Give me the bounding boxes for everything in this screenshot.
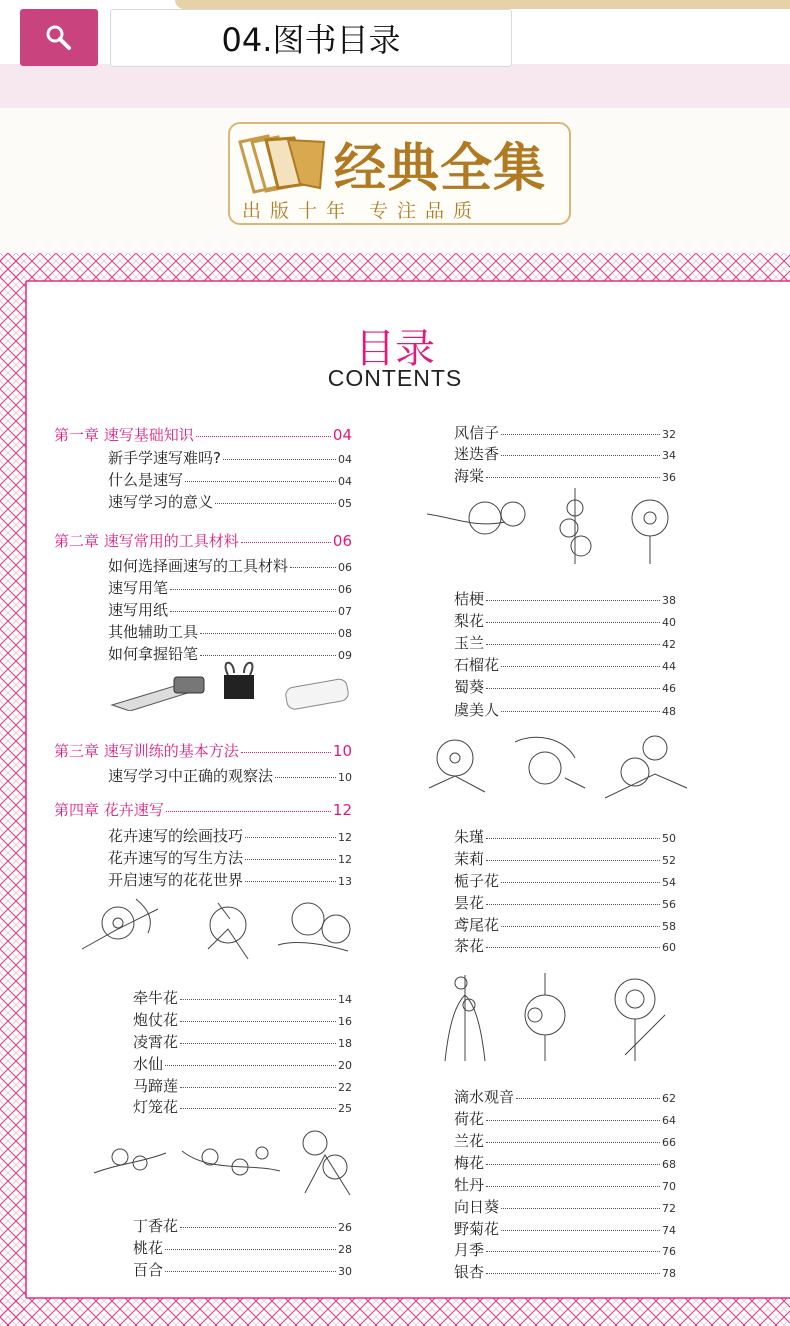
toc-entry-page: 40 (662, 616, 676, 629)
toc-entry-title: 花卉速写的绘画技巧 (108, 827, 244, 845)
flower-illustration-hyacinth (425, 488, 695, 568)
toc-entry (454, 632, 676, 653)
toc-entry-title: 第一章 速写基础知识 (54, 426, 194, 444)
toc-entry-leader (516, 1098, 660, 1099)
toc-entry-leader (486, 1120, 660, 1121)
toc-entry (454, 610, 676, 631)
flower-illustration-lilac (90, 1123, 370, 1203)
toc-entry-title: 海棠 (454, 467, 485, 485)
top-bar-band (0, 64, 790, 108)
toc-entry-leader (501, 926, 660, 927)
toc-entry-leader (165, 1249, 336, 1250)
toc-entry-title: 牡丹 (454, 1176, 485, 1194)
toc-entry-leader (501, 434, 660, 435)
toc-entry (454, 935, 676, 956)
toc-entry-title: 凌霄花 (133, 1033, 179, 1051)
toc-entry-leader (185, 481, 336, 482)
toc-entry-leader (180, 1087, 336, 1088)
toc-entry-page: 13 (338, 875, 352, 888)
toc-chapter-entry (54, 424, 352, 445)
toc-entry-leader (501, 711, 660, 712)
toc-entry-title: 栀子花 (454, 872, 500, 890)
toc-entry (133, 1215, 352, 1236)
toc-entry-title: 风信子 (454, 424, 500, 442)
toc-entry-title: 丁香花 (133, 1217, 179, 1235)
toc-subtitle: CONTENTS (327, 365, 463, 391)
toc-entry (133, 1259, 352, 1280)
toc-entry-title: 第二章 速写常用的工具材料 (54, 532, 239, 550)
toc-entry-page: 25 (338, 1102, 352, 1115)
toc-entry (454, 676, 676, 697)
toc-entry-leader (245, 837, 336, 838)
toc-entry (108, 599, 352, 620)
toc-entry (108, 491, 352, 512)
toc-entry-page: 74 (662, 1224, 676, 1237)
toc-entry-title: 其他辅助工具 (108, 623, 199, 641)
toc-entry-title: 朱瑾 (454, 828, 485, 846)
toc-entry-leader (215, 503, 336, 504)
toc-entry-title: 花卉速写的写生方法 (108, 849, 244, 867)
toc-entry-title: 鸢尾花 (454, 916, 500, 934)
toc-entry-page: 05 (338, 497, 352, 510)
toc-entry-page: 76 (662, 1245, 676, 1258)
toc-entry-title: 第三章 速写训练的基本方法 (54, 742, 239, 760)
toc-entry (108, 555, 352, 576)
toc-entry-title: 野菊花 (454, 1220, 500, 1238)
toc-entry (133, 1075, 352, 1096)
toc-entry (454, 422, 676, 443)
toc-entry-leader (180, 1043, 336, 1044)
toc-entry-title: 兰花 (454, 1132, 485, 1150)
toc-entry (454, 699, 676, 720)
toc-entry-leader (241, 752, 331, 753)
tools-illustration (108, 661, 358, 711)
toc-entry-leader (245, 859, 336, 860)
toc-entry (454, 870, 676, 891)
toc-entry-page: 18 (338, 1037, 352, 1050)
toc-entry (108, 825, 352, 846)
toc-entry-title: 炮仗花 (133, 1011, 179, 1029)
toc-entry-page: 32 (662, 428, 676, 441)
toc-entry-title: 速写学习的意义 (108, 493, 214, 511)
toc-entry-page: 12 (338, 853, 352, 866)
flower-illustration-morning-glory (78, 889, 358, 969)
toc-entry-title: 第四章 花卉速写 (54, 801, 164, 819)
toc-entry (454, 1196, 676, 1217)
toc-entry-leader (486, 1273, 660, 1274)
toc-entry-page: 60 (662, 941, 676, 954)
toc-entry-title: 梅花 (454, 1154, 485, 1172)
toc-chapter-entry (54, 799, 352, 820)
toc-entry-leader (180, 1021, 336, 1022)
toc-entry-leader (486, 1142, 660, 1143)
toc-entry-page: 14 (338, 993, 352, 1006)
toc-entry-title: 水仙 (133, 1055, 164, 1073)
toc-entry-title: 速写用笔 (108, 579, 169, 597)
toc-entry-leader (486, 477, 660, 478)
toc-entry-page: 06 (338, 583, 352, 596)
toc-entry-title: 灯笼花 (133, 1098, 179, 1116)
toc-entry-page: 30 (338, 1265, 352, 1278)
toc-title: 目录 (355, 326, 435, 372)
books-logo-icon (238, 134, 330, 194)
toc-entry-leader (200, 633, 336, 634)
toc-entry-leader (170, 611, 336, 612)
toc-entry-title: 桔梗 (454, 590, 485, 608)
toc-entry-page: 10 (338, 771, 352, 784)
toc-entry-page: 10 (332, 742, 352, 760)
toc-entry-title: 迷迭香 (454, 445, 500, 463)
toc-entry (133, 1031, 352, 1052)
toc-entry-leader (180, 999, 336, 1000)
toc-entry-page: 34 (662, 449, 676, 462)
toc-entry-title: 牵牛花 (133, 989, 179, 1007)
toc-entry-title: 速写学习中正确的观察法 (108, 767, 274, 785)
top-decoration (175, 0, 790, 9)
toc-entry-leader (275, 777, 336, 778)
toc-entry (454, 443, 676, 464)
toc-entry-title: 如何选择画速写的工具材料 (108, 557, 289, 575)
toc-entry-leader (501, 1230, 660, 1231)
toc-entry-page: 16 (338, 1015, 352, 1028)
toc-entry-leader (486, 838, 660, 839)
toc-entry-page: 28 (338, 1243, 352, 1256)
toc-entry-page: 62 (662, 1092, 676, 1105)
toc-entry-page: 26 (338, 1221, 352, 1234)
toc-entry-leader (165, 1271, 336, 1272)
toc-entry-page: 48 (662, 705, 676, 718)
toc-entry-leader (486, 1186, 660, 1187)
toc-entry-title: 茶花 (454, 937, 485, 955)
toc-entry-page: 72 (662, 1202, 676, 1215)
toc-entry-page: 54 (662, 876, 676, 889)
toc-entry-leader (486, 622, 660, 623)
toc-entry-page: 78 (662, 1267, 676, 1280)
toc-entry-title: 石榴花 (454, 656, 500, 674)
toc-entry (108, 469, 352, 490)
brand-badge (228, 122, 571, 225)
toc-entry-leader (501, 882, 660, 883)
toc-entry-page: 22 (338, 1081, 352, 1094)
brand-slogan: 出版十年 专注品质 (242, 200, 482, 222)
toc-entry-leader (501, 1208, 660, 1209)
toc-entry-leader (241, 542, 331, 543)
toc-entry-page: 70 (662, 1180, 676, 1193)
toc-entry-page: 44 (662, 660, 676, 673)
toc-entry (454, 892, 676, 913)
toc-entry-leader (486, 947, 660, 948)
toc-entry (454, 588, 676, 609)
toc-entry-page: 04 (338, 475, 352, 488)
toc-entry-page: 08 (338, 627, 352, 640)
toc-entry-leader (200, 655, 336, 656)
toc-entry (108, 577, 352, 598)
toc-entry-leader (501, 666, 660, 667)
toc-chapter-entry (54, 740, 352, 761)
toc-entry-title: 百合 (133, 1261, 164, 1279)
toc-entry (108, 621, 352, 642)
top-bar (0, 0, 790, 108)
toc-entry-page: 58 (662, 920, 676, 933)
toc-entry-title: 如何拿握铅笔 (108, 645, 199, 663)
toc-entry-title: 月季 (454, 1241, 485, 1259)
toc-entry (454, 914, 676, 935)
toc-entry (108, 765, 352, 786)
toc-entry-title: 滴水观音 (454, 1088, 515, 1106)
toc-entry-leader (486, 860, 660, 861)
toc-entry (454, 848, 676, 869)
toc-entry-leader (290, 567, 336, 568)
toc-entry-leader (501, 455, 660, 456)
toc-entry-leader (165, 1065, 336, 1066)
page-title: 04.图书目录 (110, 9, 512, 67)
toc-entry-title: 向日葵 (454, 1198, 500, 1216)
toc-entry-page: 42 (662, 638, 676, 651)
toc-entry-title: 桃花 (133, 1239, 164, 1257)
toc-entry (454, 1130, 676, 1151)
toc-entry (454, 1108, 676, 1129)
toc-entry (454, 654, 676, 675)
flower-illustration-pear (425, 728, 695, 808)
toc-entry-page: 06 (338, 561, 352, 574)
toc-entry-leader (486, 600, 660, 601)
toc-entry-page: 66 (662, 1136, 676, 1149)
toc-entry (108, 869, 352, 890)
banner (0, 108, 790, 253)
toc-entry-title: 虞美人 (454, 701, 500, 719)
toc-entry-page: 12 (338, 831, 352, 844)
toc-entry-page: 12 (332, 801, 352, 819)
toc-entry-leader (196, 436, 331, 437)
toc-entry (454, 1218, 676, 1239)
toc-entry-title: 梨花 (454, 612, 485, 630)
toc-entry-page: 20 (338, 1059, 352, 1072)
toc-chapter-entry (54, 530, 352, 551)
toc-entry-leader (166, 811, 331, 812)
toc-entry-page: 46 (662, 682, 676, 695)
toc-entry-leader (180, 1108, 336, 1109)
flower-illustration-iris (425, 965, 695, 1065)
toc-entry (133, 1237, 352, 1258)
toc-entry-page: 50 (662, 832, 676, 845)
toc-entry (108, 447, 352, 468)
toc-entry-page: 38 (662, 594, 676, 607)
search-button[interactable] (20, 9, 98, 66)
toc-entry-title: 银杏 (454, 1263, 485, 1281)
toc-entry-page: 36 (662, 471, 676, 484)
toc-entry-page: 64 (662, 1114, 676, 1127)
toc-entry-page: 09 (338, 649, 352, 662)
toc-entry (454, 1152, 676, 1173)
toc-entry-title: 马蹄莲 (133, 1077, 179, 1095)
toc-entry-title: 玉兰 (454, 634, 485, 652)
toc-entry-leader (245, 881, 336, 882)
toc-entry-leader (170, 589, 336, 590)
toc-entry-page: 07 (338, 605, 352, 618)
toc-entry (454, 1086, 676, 1107)
toc-entry-title: 什么是速写 (108, 471, 184, 489)
toc-entry-leader (180, 1227, 336, 1228)
toc-entry (133, 1053, 352, 1074)
toc-entry (454, 826, 676, 847)
toc-entry-title: 蜀葵 (454, 678, 485, 696)
toc-entry-page: 52 (662, 854, 676, 867)
toc-entry-title: 荷花 (454, 1110, 485, 1128)
toc-entry-leader (486, 1251, 660, 1252)
toc-entry-title: 茉莉 (454, 850, 485, 868)
magnifier-icon (44, 23, 74, 53)
toc-entry-page: 06 (332, 532, 352, 550)
toc-entry-leader (486, 904, 660, 905)
toc-entry-title: 昙花 (454, 894, 485, 912)
toc-entry-leader (486, 688, 660, 689)
toc-entry (108, 847, 352, 868)
toc-entry (133, 1009, 352, 1030)
toc-entry-title: 速写用纸 (108, 601, 169, 619)
toc-entry-leader (486, 644, 660, 645)
toc-entry (454, 1261, 676, 1282)
toc-entry-page: 68 (662, 1158, 676, 1171)
toc-entry-page: 04 (338, 453, 352, 466)
toc-entry-page: 56 (662, 898, 676, 911)
toc-entry-leader (486, 1164, 660, 1165)
catalogue-page (0, 253, 790, 1326)
toc-entry (133, 987, 352, 1008)
toc-entry (454, 1239, 676, 1260)
brand-title: 经典全集 (334, 139, 547, 199)
toc-entry (454, 1174, 676, 1195)
toc-entry (454, 465, 676, 486)
toc-entry-leader (223, 459, 336, 460)
toc-entry (133, 1096, 352, 1117)
toc-entry-title: 新手学速写难吗? (108, 449, 221, 467)
toc-entry-title: 开启速写的花花世界 (108, 871, 244, 889)
toc-entry-page: 04 (332, 426, 352, 444)
